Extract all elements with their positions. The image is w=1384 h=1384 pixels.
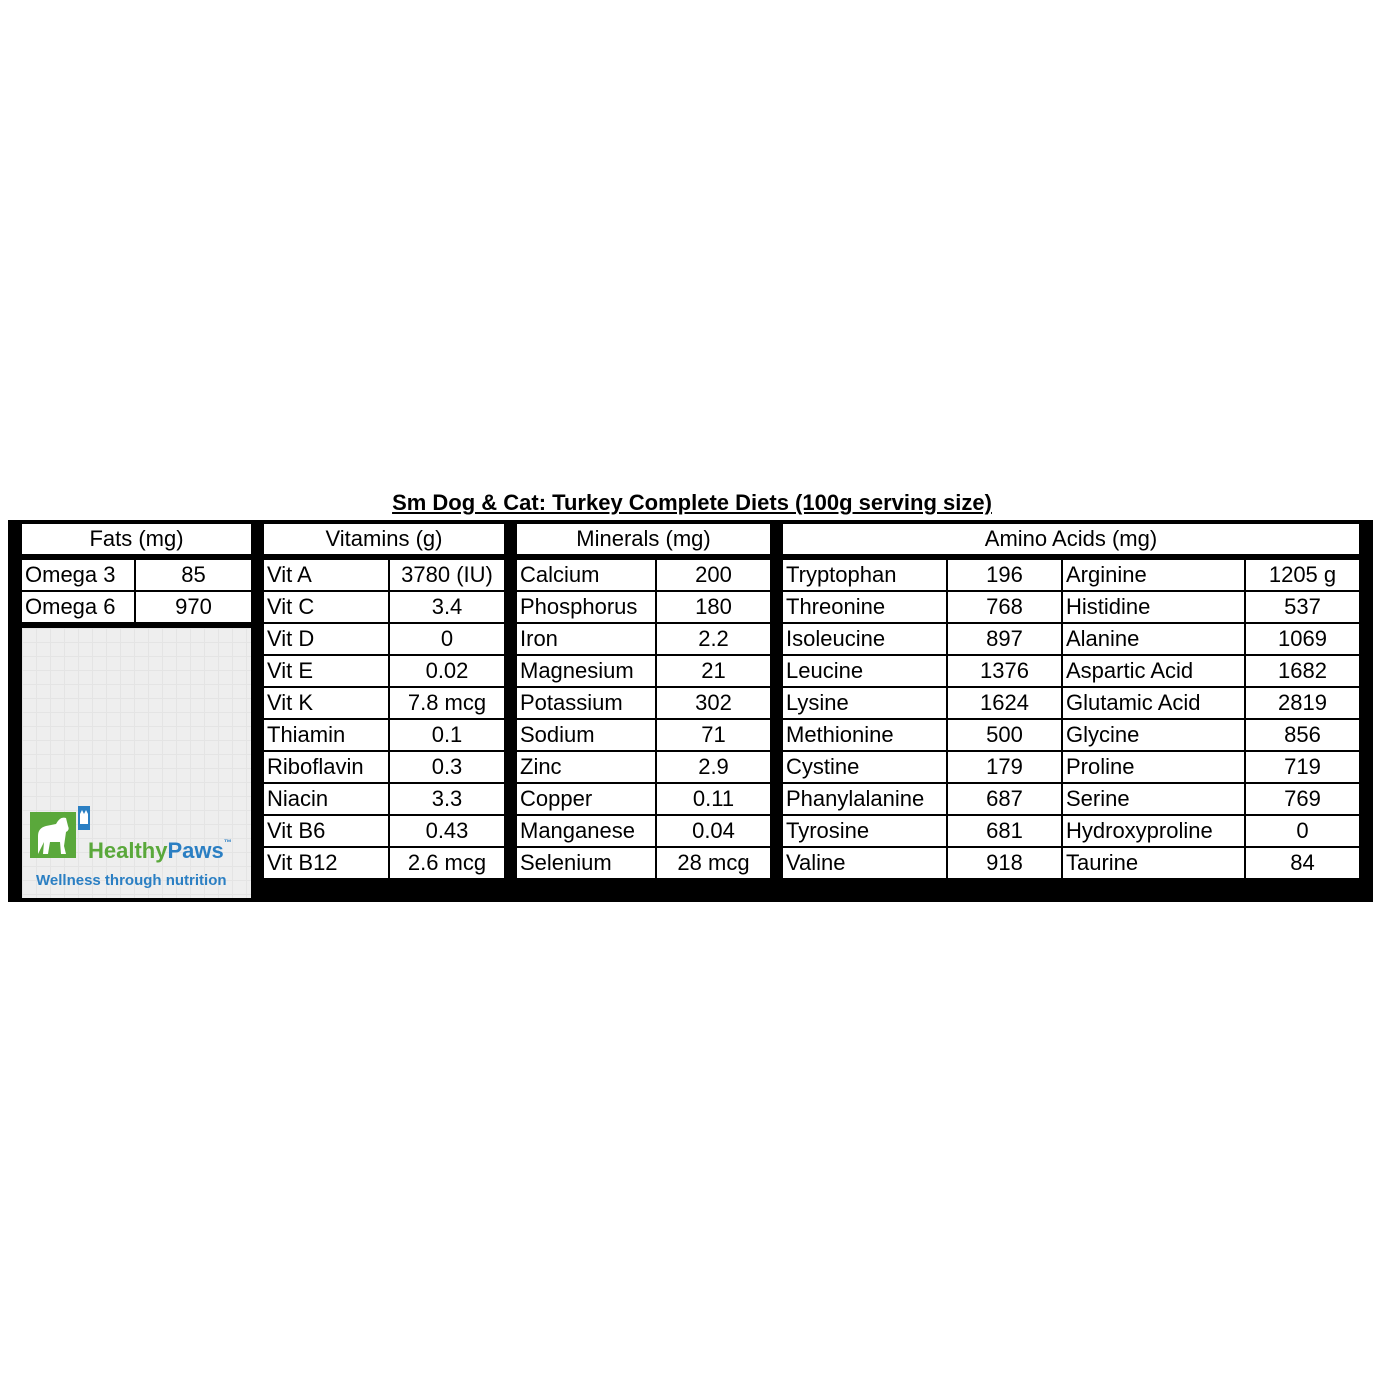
nutrient-value: 918 [947, 847, 1062, 879]
table-row [782, 783, 1360, 815]
table-row [516, 815, 771, 847]
table-row [516, 687, 771, 719]
nutrient-name: Iron [516, 623, 656, 655]
nutrient-name: Serine [1062, 783, 1245, 815]
nutrient-name: Proline [1062, 751, 1245, 783]
amino-acids-panel [781, 522, 1361, 880]
nutrient-value: 0.04 [656, 815, 771, 847]
nutrient-name: Calcium [516, 559, 656, 591]
nutrient-value: 500 [947, 719, 1062, 751]
nutrient-name: Cystine [782, 751, 947, 783]
nutrient-name: Aspartic Acid [1062, 655, 1245, 687]
nutrient-name: Glycine [1062, 719, 1245, 751]
nutrient-name: Vit C [263, 591, 389, 623]
nutrient-name: Omega 6 [21, 591, 135, 623]
table-row [782, 559, 1360, 591]
nutrient-value: 71 [656, 719, 771, 751]
nutrient-value: 769 [1245, 783, 1360, 815]
table-row [782, 591, 1360, 623]
nutrient-value: 687 [947, 783, 1062, 815]
nutrient-name: Taurine [1062, 847, 1245, 879]
nutrient-value: 3.4 [389, 591, 505, 623]
nutrient-name: Vit D [263, 623, 389, 655]
logo-area [22, 628, 251, 898]
nutrient-name: Alanine [1062, 623, 1245, 655]
table-row [782, 655, 1360, 687]
table-row [263, 687, 505, 719]
vitamins-panel [262, 522, 506, 880]
nutrient-name: Vit A [263, 559, 389, 591]
table-row [263, 815, 505, 847]
table-row [263, 623, 505, 655]
nutrient-value: 719 [1245, 751, 1360, 783]
nutrient-value: 180 [656, 591, 771, 623]
nutrient-name: Selenium [516, 847, 656, 879]
nutrient-value: 1205 g [1245, 559, 1360, 591]
nutrient-value: 28 mcg [656, 847, 771, 879]
nutrient-name: Isoleucine [782, 623, 947, 655]
nutrient-value: 2.2 [656, 623, 771, 655]
table-row [263, 719, 505, 751]
nutrient-value: 1624 [947, 687, 1062, 719]
table-row [263, 783, 505, 815]
table-row [516, 847, 771, 879]
nutrient-name: Thiamin [263, 719, 389, 751]
nutrient-value: 0.1 [389, 719, 505, 751]
nutrient-value: 0.3 [389, 751, 505, 783]
table-row [782, 623, 1360, 655]
nutrient-name: Valine [782, 847, 947, 879]
nutrient-value: 2.9 [656, 751, 771, 783]
nutrient-name: Vit B12 [263, 847, 389, 879]
nutrient-name: Phosphorus [516, 591, 656, 623]
nutrient-value: 856 [1245, 719, 1360, 751]
table-row [782, 719, 1360, 751]
table-row [516, 559, 771, 591]
nutrient-name: Glutamic Acid [1062, 687, 1245, 719]
nutrient-value: 1376 [947, 655, 1062, 687]
table-row [516, 719, 771, 751]
table-row [782, 847, 1360, 879]
nutrient-value: 179 [947, 751, 1062, 783]
nutrient-name: Riboflavin [263, 751, 389, 783]
table-row [21, 591, 252, 623]
nutrient-value: 0.02 [389, 655, 505, 687]
nutrient-value: 3.3 [389, 783, 505, 815]
minerals-header: Minerals (mg) [516, 523, 771, 555]
nutrient-value: 537 [1245, 591, 1360, 623]
table-row [263, 655, 505, 687]
nutrient-name: Vit E [263, 655, 389, 687]
logo-wordmark: HealthyPaws™ [88, 838, 232, 863]
nutrient-value: 2819 [1245, 687, 1360, 719]
nutrient-name: Manganese [516, 815, 656, 847]
table-row [263, 847, 505, 879]
nutrient-name: Potassium [516, 687, 656, 719]
table-row [782, 815, 1360, 847]
fats-panel [20, 522, 253, 624]
nutrient-value: 1069 [1245, 623, 1360, 655]
nutrient-name: Tyrosine [782, 815, 947, 847]
table-row [516, 655, 771, 687]
vitamins-header: Vitamins (g) [263, 523, 505, 555]
nutrient-name: Hydroxyproline [1062, 815, 1245, 847]
nutrient-name: Sodium [516, 719, 656, 751]
nutrient-value: 3780 (IU) [389, 559, 505, 591]
nutrient-name: Copper [516, 783, 656, 815]
nutrient-value: 2.6 mcg [389, 847, 505, 879]
nutrient-value: 897 [947, 623, 1062, 655]
nutrient-name: Niacin [263, 783, 389, 815]
nutrient-name: Phanylalanine [782, 783, 947, 815]
table-row [782, 751, 1360, 783]
nutrient-name: Vit B6 [263, 815, 389, 847]
nutrient-name: Vit K [263, 687, 389, 719]
table-row [21, 559, 252, 591]
nutrient-name: Threonine [782, 591, 947, 623]
table-row [263, 591, 505, 623]
nutrient-value: 21 [656, 655, 771, 687]
page-title: Sm Dog & Cat: Turkey Complete Diets (100g serving size) [392, 490, 992, 515]
nutrient-name: Arginine [1062, 559, 1245, 591]
table-row [263, 559, 505, 591]
nutrient-value: 0 [1245, 815, 1360, 847]
table-row [516, 751, 771, 783]
nutrient-value: 84 [1245, 847, 1360, 879]
table-row [516, 591, 771, 623]
dog-cat-silhouette-icon [30, 806, 90, 858]
amino-acids-header: Amino Acids (mg) [782, 523, 1360, 555]
nutrient-value: 768 [947, 591, 1062, 623]
nutrient-value: 7.8 mcg [389, 687, 505, 719]
table-row [263, 751, 505, 783]
nutrient-name: Methionine [782, 719, 947, 751]
nutrient-value: 200 [656, 559, 771, 591]
nutrient-name: Tryptophan [782, 559, 947, 591]
table-row [782, 687, 1360, 719]
nutrient-name: Lysine [782, 687, 947, 719]
logo-tagline: Wellness through nutrition [36, 872, 227, 889]
fats-header: Fats (mg) [21, 523, 252, 555]
nutrient-value: 196 [947, 559, 1062, 591]
table-row [516, 623, 771, 655]
nutrient-value: 0.43 [389, 815, 505, 847]
table-row [516, 783, 771, 815]
nutrient-value: 1682 [1245, 655, 1360, 687]
nutrient-name: Omega 3 [21, 559, 135, 591]
nutrient-value: 681 [947, 815, 1062, 847]
nutrient-value: 0 [389, 623, 505, 655]
nutrient-value: 302 [656, 687, 771, 719]
nutrient-name: Magnesium [516, 655, 656, 687]
nutrient-name: Zinc [516, 751, 656, 783]
minerals-panel [515, 522, 772, 880]
nutrient-name: Leucine [782, 655, 947, 687]
nutrient-value: 0.11 [656, 783, 771, 815]
nutrient-value: 970 [135, 591, 252, 623]
nutrient-name: Histidine [1062, 591, 1245, 623]
nutrient-value: 85 [135, 559, 252, 591]
